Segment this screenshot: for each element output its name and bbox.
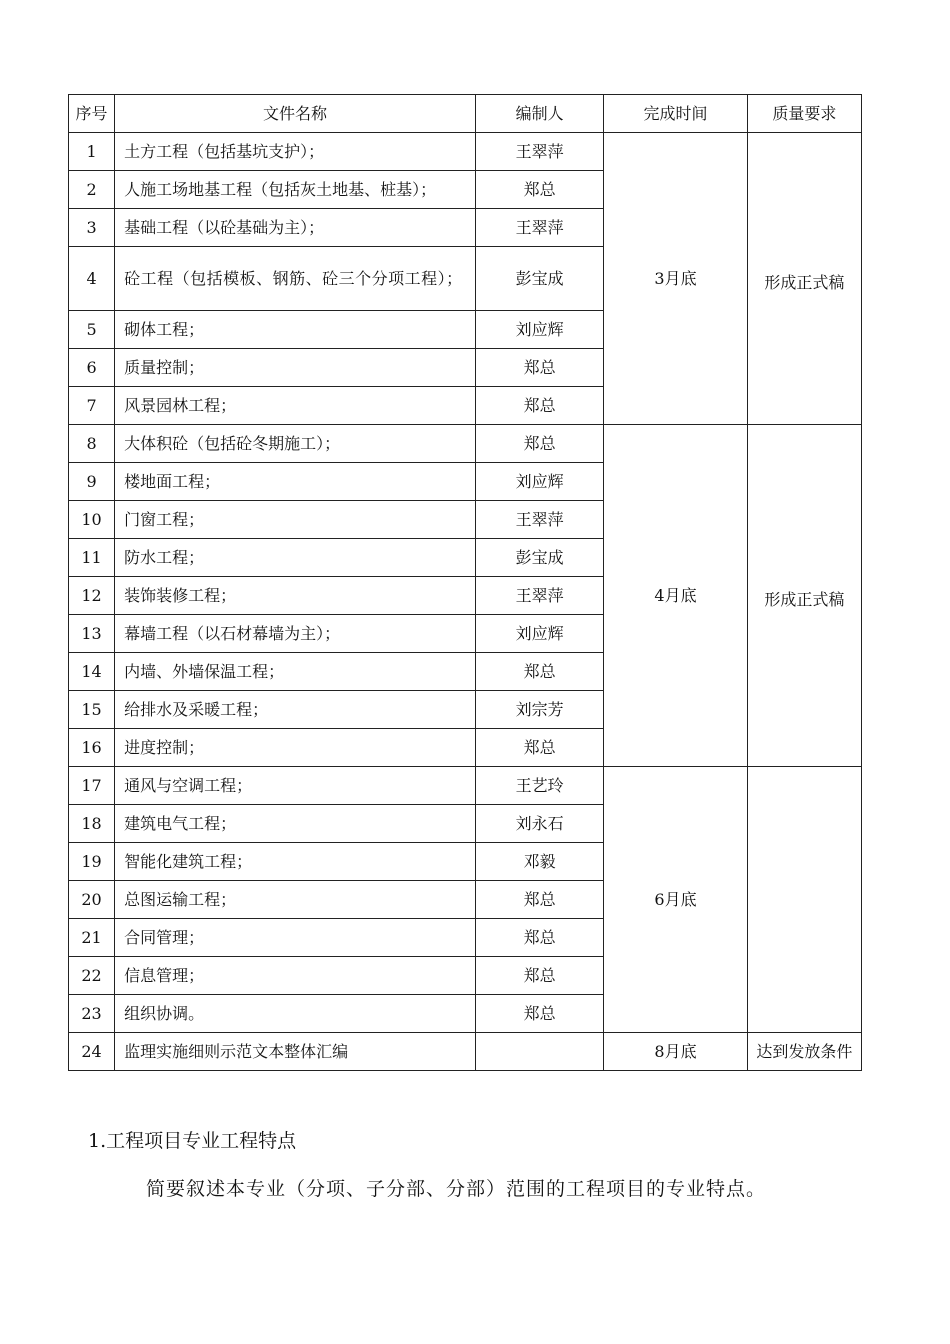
row-no: 24 [69,1033,115,1071]
header-quality: 质量要求 [747,95,861,133]
document-table [68,94,862,1071]
row-person: 郑总 [476,729,604,767]
row-person: 王翠萍 [476,209,604,247]
row-person: 郑总 [476,387,604,425]
row-no: 15 [69,691,115,729]
group-quality: 形成正式稿 [747,133,861,425]
row-person: 王翠萍 [476,577,604,615]
section-heading: 1.工程项目专业工程特点 [88,1130,297,1152]
row-person: 郑总 [476,995,604,1033]
row-no: 12 [69,577,115,615]
row-name: 内墙、外墙保温工程； [115,653,476,691]
row-person: 郑总 [476,425,604,463]
row-no: 11 [69,539,115,577]
table-row [69,1033,862,1071]
group-time: 4月底 [604,425,747,767]
row-no: 17 [69,767,115,805]
row-person: 刘永石 [476,805,604,843]
row-no: 21 [69,919,115,957]
row-person: 刘应辉 [476,615,604,653]
row-name: 砼工程（包括模板、钢筋、砼三个分项工程）； [115,247,476,311]
row-name: 防水工程； [115,539,476,577]
row-name: 土方工程（包括基坑支护）； [115,133,476,171]
row-person: 王艺玲 [476,767,604,805]
group-time: 3月底 [604,133,747,425]
row-name: 建筑电气工程； [115,805,476,843]
row-no: 9 [69,463,115,501]
table-header-row [69,95,862,133]
row-name: 大体积砼（包括砼冬期施工）； [115,425,476,463]
row-person [476,1033,604,1071]
row-no: 23 [69,995,115,1033]
row-name: 智能化建筑工程； [115,843,476,881]
row-no: 16 [69,729,115,767]
row-name: 门窗工程； [115,501,476,539]
row-name: 装饰装修工程； [115,577,476,615]
row-name: 质量控制； [115,349,476,387]
header-person: 编制人 [476,95,604,133]
row-no: 3 [69,209,115,247]
row-person: 郑总 [476,881,604,919]
row-no: 1 [69,133,115,171]
row-no: 14 [69,653,115,691]
row-person: 彭宝成 [476,247,604,311]
row-name: 组织协调。 [115,995,476,1033]
row-person: 刘应辉 [476,463,604,501]
row-person: 郑总 [476,171,604,209]
row-name: 合同管理； [115,919,476,957]
table-row [69,425,862,463]
row-name: 基础工程（以砼基础为主）； [115,209,476,247]
row-person: 彭宝成 [476,539,604,577]
table-row [69,767,862,805]
row-no: 18 [69,805,115,843]
row-person: 郑总 [476,957,604,995]
row-no: 7 [69,387,115,425]
header-name: 文件名称 [115,95,476,133]
row-person: 刘宗芳 [476,691,604,729]
group-time: 6月底 [604,767,747,1033]
row-person: 刘应辉 [476,311,604,349]
row-person: 邓毅 [476,843,604,881]
row-name: 人施工场地基工程（包括灰土地基、桩基）； [115,171,476,209]
row-person: 郑总 [476,919,604,957]
row-name: 给排水及采暖工程； [115,691,476,729]
row-person: 王翠萍 [476,133,604,171]
group-quality: 形成正式稿 [747,425,861,767]
row-name: 风景园林工程； [115,387,476,425]
header-time: 完成时间 [604,95,747,133]
row-no: 20 [69,881,115,919]
row-no: 4 [69,247,115,311]
row-no: 6 [69,349,115,387]
header-no: 序号 [69,95,115,133]
row-name: 幕墙工程（以石材幕墙为主）； [115,615,476,653]
row-no: 10 [69,501,115,539]
row-person: 王翠萍 [476,501,604,539]
row-no: 19 [69,843,115,881]
group-quality [747,767,861,1033]
row-person: 郑总 [476,653,604,691]
row-no: 8 [69,425,115,463]
row-no: 13 [69,615,115,653]
row-no: 22 [69,957,115,995]
row-time: 8月底 [604,1033,747,1071]
row-name: 进度控制； [115,729,476,767]
row-name: 信息管理； [115,957,476,995]
section-paragraph: 简要叙述本专业（分项、子分部、分部）范围的工程项目的专业特点。 [146,1178,767,1200]
row-name: 砌体工程； [115,311,476,349]
row-person: 郑总 [476,349,604,387]
row-no: 5 [69,311,115,349]
table-row [69,133,862,171]
row-quality: 达到发放条件 [747,1033,861,1071]
row-no: 2 [69,171,115,209]
row-name: 监理实施细则示范文本整体汇编 [115,1033,476,1071]
row-name: 楼地面工程； [115,463,476,501]
row-name: 总图运输工程； [115,881,476,919]
row-name: 通风与空调工程； [115,767,476,805]
